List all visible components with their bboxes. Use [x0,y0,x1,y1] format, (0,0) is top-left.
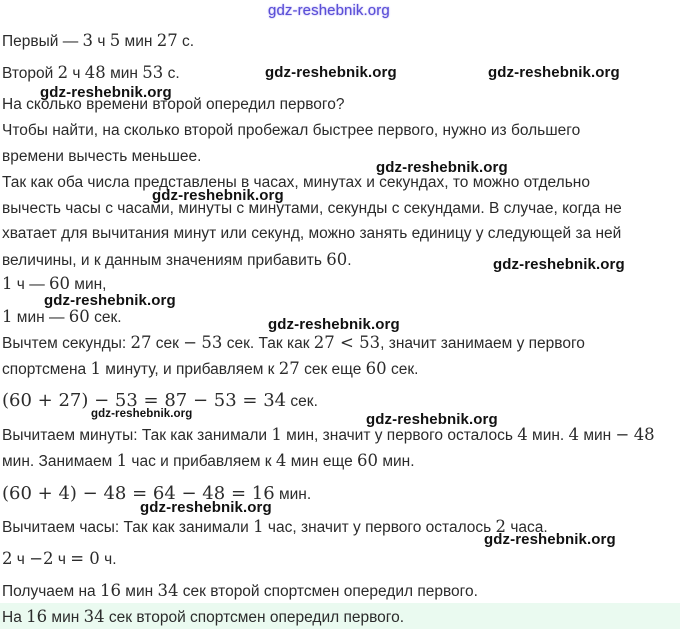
text: ч [68,65,85,82]
text: сек второй спортсмен опередил первого. [178,583,478,600]
math: 1 [2,274,13,293]
math: 4 [568,425,580,444]
text: сек второй спортсмен опередил первого. [104,609,405,626]
text: минуту, и прибавляем к [100,361,279,378]
text: мин [120,583,158,600]
math: 3 [82,31,94,50]
text: ч — [12,276,49,293]
text: Второй [2,65,58,82]
math: 1 [2,307,13,326]
math: 16 [26,607,48,626]
text: мин [120,33,157,50]
text: Вычитаем минуты: Так как занимали [2,427,272,444]
text: мин [579,427,616,444]
text: Первый — [2,33,83,50]
watermark: gdz-reshebnik.org [140,499,272,516]
text: величины, и к данным значениям прибавить [2,252,327,269]
text: сек. [89,309,122,326]
conversion-minute [2,307,122,328]
text: Вычитаем часы: Так как занимали [2,519,254,536]
text: мин, значит у первого осталось [281,427,518,444]
runner-two-time [2,63,180,84]
text: с. [177,33,195,50]
math: 27 [156,31,178,50]
question: На сколько времени второй опередил первого? [2,96,345,113]
math: 1 [253,517,264,536]
math: 1 [116,451,128,470]
text: мин — [12,309,69,326]
text: мин еще [286,453,358,470]
text: час и прибавляем к [127,453,276,470]
text: мин. Занимаем [2,453,117,470]
text: сек. Так как [222,335,314,352]
paragraph-line [2,451,415,472]
step-hours [2,517,548,538]
math: 48 [633,425,655,444]
math: 4 [275,451,287,470]
text: мин. [274,486,312,503]
math: 34 [83,607,105,626]
math: 27 [278,359,300,378]
text: . [347,252,352,269]
text: мин, [70,276,107,293]
watermark: gdz-reshebnik.org [152,187,284,204]
text: часа. [506,519,548,536]
math: (60 + 4) − 48 = 64 − 48 = 16 [2,483,275,504]
paragraph-line: Так как оба числа представлены в часах, минутах и секундах, то можно отдельно [2,174,590,191]
math: 4 [517,425,528,444]
text: мин [105,65,143,82]
math: − [615,425,630,444]
text: час, значит у первого осталось [263,519,496,536]
text: , значит занимаем у первого [380,335,585,352]
math: 1 [271,425,282,444]
runner-one-time [2,31,194,52]
text: Получаем на [2,583,100,600]
math: 27 [130,333,152,352]
text: сек [151,335,184,352]
answer-text [2,607,404,628]
watermark: gdz-reshebnik.org [268,316,400,333]
math: 16 [99,581,121,600]
text: спортсмена [2,361,91,378]
text: сек. [286,393,318,410]
text: ч [12,551,30,568]
math: 34 [157,581,179,600]
watermark: gdz-reshebnik.org [488,64,620,81]
math: 60 [49,274,70,293]
hours-equation [2,549,117,570]
math: (60 + 27) − 53 = 87 − 53 = 34 [2,390,287,411]
paragraph-line [2,250,352,271]
text: ч [53,551,71,568]
math: 60 [68,307,90,326]
text: ч. [99,551,117,568]
step-seconds [2,333,585,354]
text: сек. [386,361,419,378]
text: мин. [527,427,569,444]
math: 2 [57,63,69,82]
math: 53 [142,63,164,82]
text: мин. [378,453,415,470]
text: ч [93,33,110,50]
watermark: gdz-reshebnik.org [268,2,390,19]
math: 60 [326,250,348,269]
watermark: gdz-reshebnik.org [40,84,172,101]
conclusion [2,581,478,602]
watermark: gdz-reshebnik.org [366,411,498,428]
paragraph-line: хватает для вычитания минут или секунд, можно занять единицу у следующей за ней [2,225,622,242]
math: 1 [90,359,101,378]
answer-box [0,603,680,629]
math: = 0 [70,549,100,568]
text: Вычтем секунды: [2,335,131,352]
text: мин [47,609,84,626]
math: 2 [495,517,507,536]
math: 48 [84,63,106,82]
watermark: gdz-reshebnik.org [91,408,193,420]
math: − [183,333,198,352]
paragraph-line [2,359,418,380]
math: 2 [2,549,13,568]
math: 60 [365,359,387,378]
text: с. [163,65,180,82]
watermark: gdz-reshebnik.org [376,159,508,176]
watermark: gdz-reshebnik.org [484,531,616,548]
watermark: gdz-reshebnik.org [493,256,625,273]
math: 53 [201,333,223,352]
math: 27 < 53 [313,333,381,352]
paragraph-line: Чтобы найти, на сколько второй пробежал быстрее первого, нужно из большего [2,122,581,139]
watermark: gdz-reshebnik.org [44,292,176,309]
math: −2 [29,549,54,568]
paragraph-line: вычесть часы с часами, минуты с минутами, секунды с секундами. В случае, когда не [2,200,622,217]
step-minutes [2,425,655,446]
text: сек еще [299,361,366,378]
text: На [2,609,27,626]
math: 5 [109,31,121,50]
watermark: gdz-reshebnik.org [265,64,397,81]
math: 60 [357,451,379,470]
paragraph-line: времени вычесть меньшее. [2,148,202,165]
